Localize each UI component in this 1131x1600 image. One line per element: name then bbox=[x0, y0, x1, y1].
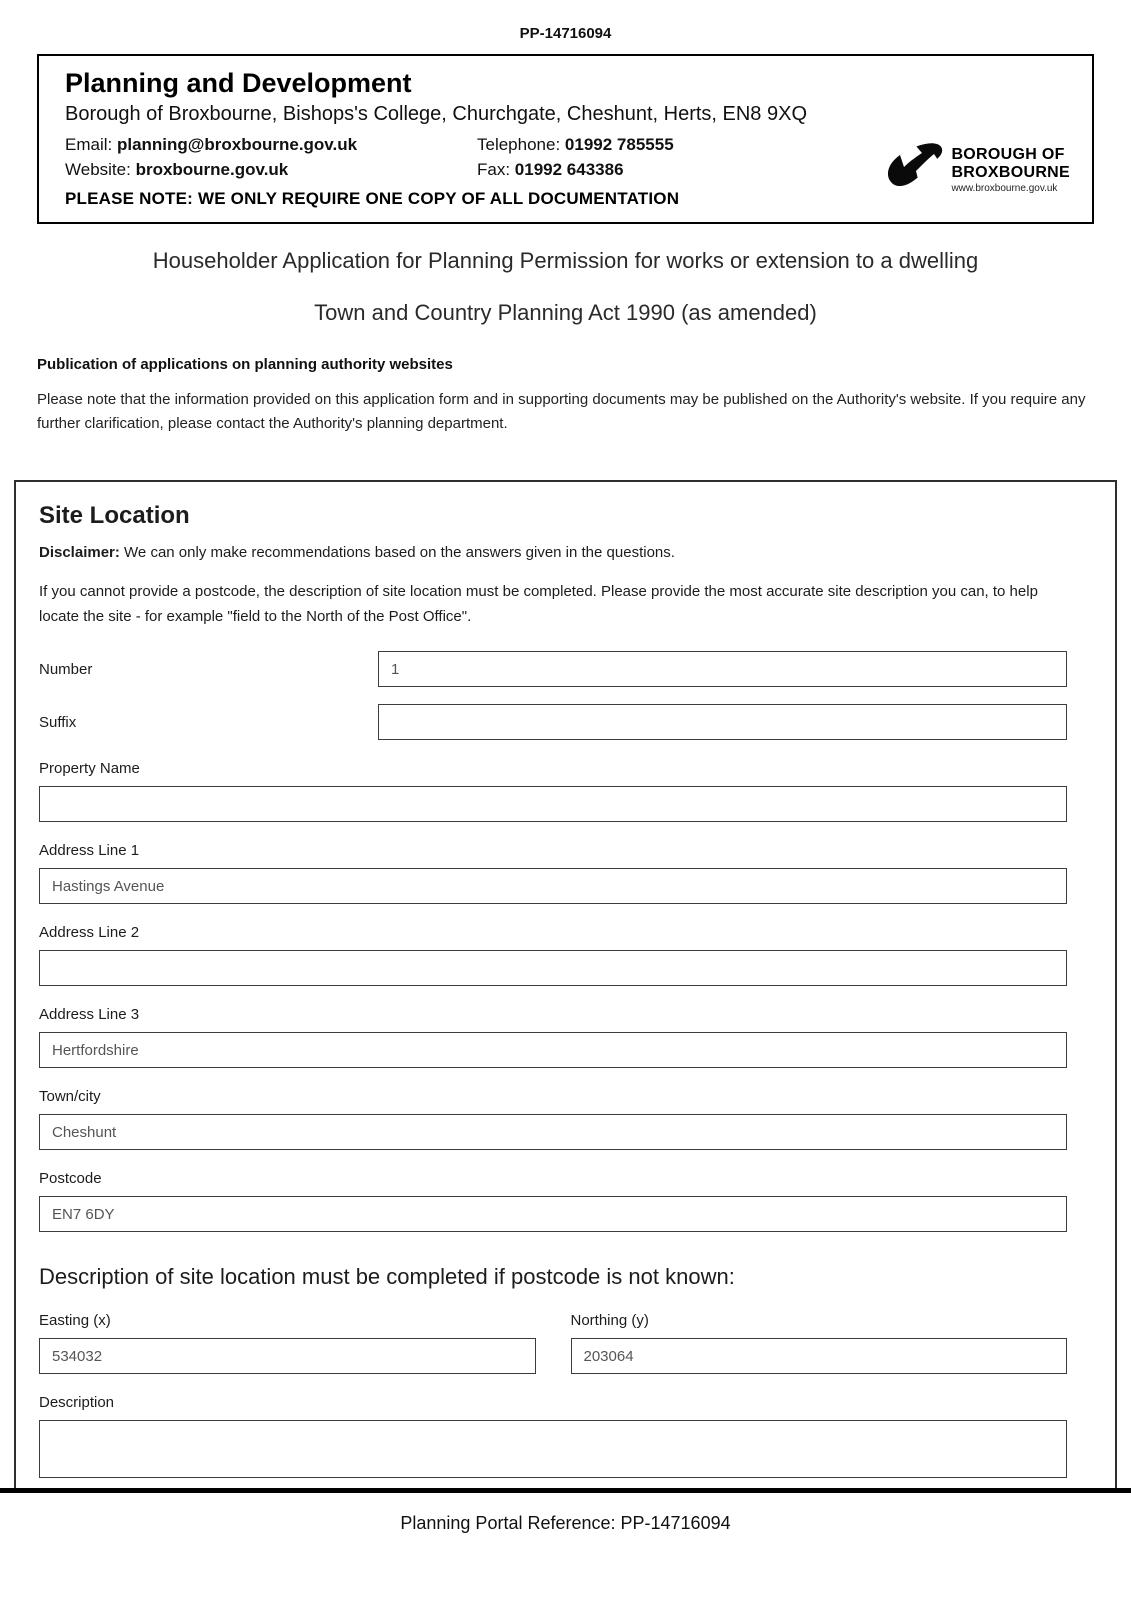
form-title: Householder Application for Planning Permission for works or extension to a dwelling bbox=[152, 248, 979, 273]
address-line-2-input[interactable] bbox=[39, 950, 1067, 986]
postcode-label: Postcode bbox=[39, 1170, 102, 1187]
portal-reference-header: PP-14716094 bbox=[519, 25, 612, 42]
one-copy-note: PLEASE NOTE: WE ONLY REQUIRE ONE COPY OF ALL DOCUMENTATION bbox=[65, 189, 680, 208]
logo-url: www.broxbourne.gov.uk bbox=[951, 183, 1058, 194]
suffix-row bbox=[39, 704, 1067, 740]
email-row bbox=[65, 135, 477, 155]
website-row bbox=[65, 160, 477, 180]
address-line-2-field bbox=[39, 924, 1067, 986]
website-value: broxbourne.gov.uk bbox=[135, 160, 289, 179]
logo-text bbox=[951, 140, 1070, 194]
suffix-input[interactable] bbox=[378, 704, 1067, 740]
suffix-label: Suffix bbox=[39, 713, 77, 731]
disclaimer-text: We can only make recommendations based on the answers given in the questions. bbox=[124, 544, 675, 561]
description-input[interactable] bbox=[39, 1420, 1067, 1478]
address-line-1-label: Address Line 1 bbox=[39, 842, 140, 859]
number-label: Number bbox=[39, 660, 93, 678]
easting-field bbox=[39, 1312, 536, 1374]
logo-line2: BROXBOURNE bbox=[951, 164, 1070, 181]
site-location-heading: Site Location bbox=[39, 502, 190, 529]
property-name-input[interactable] bbox=[39, 786, 1067, 822]
town-city-field bbox=[39, 1088, 1067, 1150]
email-label: Email: bbox=[65, 135, 113, 154]
telephone-row bbox=[477, 135, 785, 155]
town-city-input[interactable] bbox=[39, 1114, 1067, 1150]
northing-label: Northing (y) bbox=[570, 1312, 649, 1329]
number-row bbox=[39, 651, 1067, 687]
postcode-note: If you cannot provide a postcode, the description of site location must be completed. Please provide the most accurate site description you can, to help locate the site - for example "field to the North of the Post Office". bbox=[39, 583, 1038, 625]
act-subtitle: Town and Country Planning Act 1990 (as amended) bbox=[314, 300, 817, 325]
site-location-section bbox=[14, 480, 1117, 1488]
postcode-field bbox=[39, 1170, 1067, 1232]
contact-details bbox=[65, 135, 785, 180]
authority-address: Borough of Broxbourne, Bishops's College, Churchgate, Cheshunt, Herts, EN8 9XQ bbox=[65, 103, 808, 125]
address-line-1-field bbox=[39, 842, 1067, 904]
portal-reference-footer: Planning Portal Reference: PP-14716094 bbox=[400, 1513, 731, 1533]
address-line-1-input[interactable] bbox=[39, 868, 1067, 904]
logo-line1: BOROUGH OF bbox=[951, 146, 1065, 163]
email-value: planning@broxbourne.gov.uk bbox=[116, 135, 358, 154]
publication-heading: Publication of applications on planning authority websites bbox=[37, 356, 453, 373]
website-label: Website: bbox=[65, 160, 131, 179]
address-line-3-input[interactable] bbox=[39, 1032, 1067, 1068]
publication-text: Please note that the information provided on this application form and in supporting documents may be published on the Authority's website. If you require any further clarification, please contact the Authority's planning department. bbox=[37, 391, 1086, 432]
department-title: Planning and Development bbox=[65, 68, 412, 98]
badger-icon bbox=[886, 140, 944, 188]
description-section-heading: Description of site location must be completed if postcode is not known: bbox=[39, 1264, 735, 1289]
address-line-2-label: Address Line 2 bbox=[39, 924, 140, 941]
number-input[interactable] bbox=[378, 651, 1067, 687]
telephone-label: Telephone: bbox=[477, 135, 561, 154]
fax-value: 01992 643386 bbox=[514, 160, 624, 179]
northing-field bbox=[571, 1312, 1068, 1374]
address-line-3-field bbox=[39, 1006, 1067, 1068]
easting-input[interactable] bbox=[39, 1338, 536, 1374]
northing-input[interactable] bbox=[571, 1338, 1068, 1374]
fax-row bbox=[477, 160, 785, 180]
property-name-field bbox=[39, 760, 1067, 822]
borough-logo bbox=[886, 140, 1070, 194]
postcode-input[interactable] bbox=[39, 1196, 1067, 1232]
telephone-value: 01992 785555 bbox=[564, 135, 674, 154]
description-field bbox=[39, 1394, 1067, 1478]
easting-label: Easting (x) bbox=[39, 1312, 111, 1329]
authority-header bbox=[37, 54, 1094, 224]
fax-label: Fax: bbox=[477, 160, 511, 179]
description-label: Description bbox=[39, 1394, 115, 1411]
page-break-bar bbox=[0, 1488, 1131, 1493]
property-name-label: Property Name bbox=[39, 760, 140, 777]
address-line-3-label: Address Line 3 bbox=[39, 1006, 140, 1023]
town-city-label: Town/city bbox=[39, 1088, 101, 1105]
coordinates-row bbox=[39, 1312, 1067, 1374]
disclaimer-label: Disclaimer: bbox=[39, 544, 120, 561]
disclaimer bbox=[39, 544, 1067, 561]
